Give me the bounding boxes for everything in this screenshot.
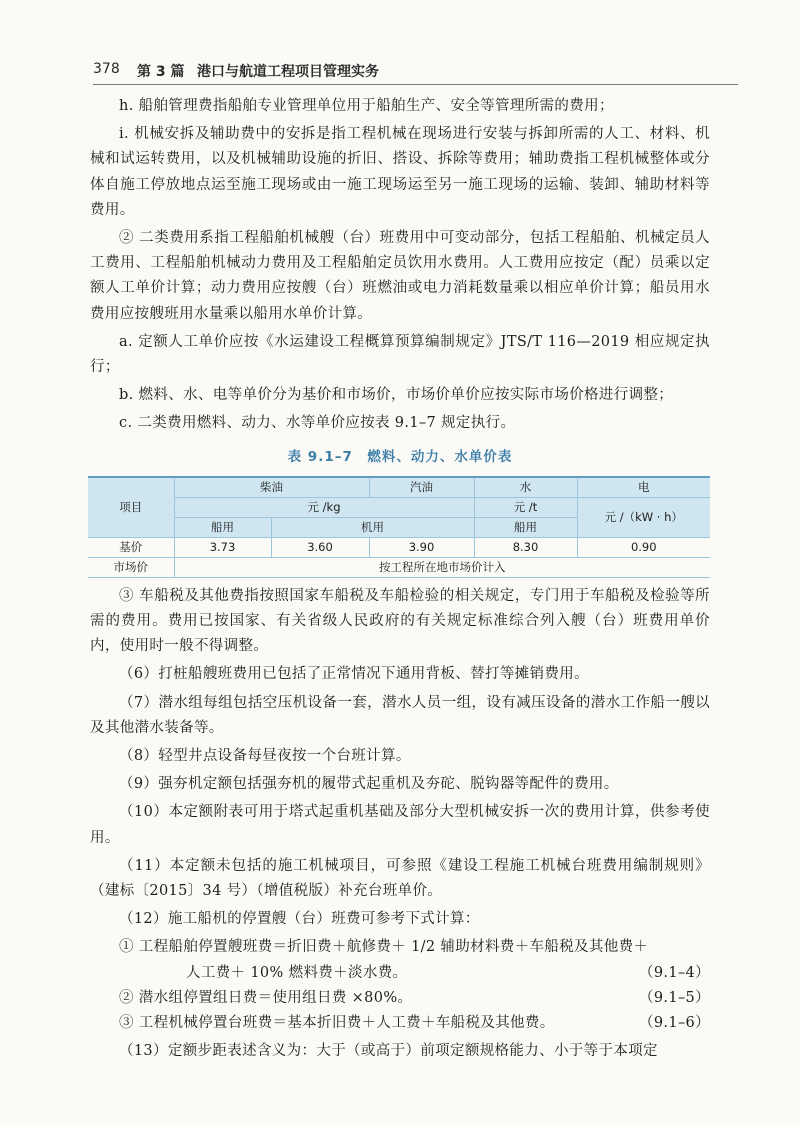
paragraph-note-8: （8）轻型井点设备每昼夜按一个台班计算。 [119,748,411,765]
unit-price-table [88,476,710,578]
paragraph-note-13: （13）定额步距表述含义为：大于（或高于）前项定额规格能力、小于等于本项定 [119,1043,658,1060]
equation-number-9-1-4: （9.1–4） [639,964,710,981]
market-note: 按工程所在地市场价计入 [174,557,710,577]
table-row [88,557,710,577]
paragraph-note-10: （10）本定额附表可用于塔式起重机基础及部分大型机械安拆一次的费用计算，供参考使用。 [90,804,710,846]
table-cell: 0.90 [577,537,710,557]
usage-machine: 机用 [271,517,474,537]
formula-9-1-6 [90,1011,710,1036]
paragraph-note-12: （12）施工船机的停置艘（台）班费可参考下式计算： [119,911,480,928]
usage-ship: 船用 [174,517,271,537]
formula-9-1-6-text: ③ 工程机械停置台班费＝基本折旧费＋人工费＋车船税及其他费。 [119,1015,555,1032]
paragraph-c: c. 二类费用燃料、动力、水等单价应按表 9.1–7 规定执行。 [119,415,516,432]
table-row [88,537,710,557]
header-item: 项目 [88,477,174,538]
usage-ship-water: 船用 [474,517,577,537]
unit-kg: 元 /kg [174,497,474,517]
paragraph-b: b. 燃料、水、电等单价分为基价和市场价，市场价单价应按实际市场价格进行调整； [119,387,674,404]
unit-kwh: 元 /（kW · h） [577,497,710,537]
paragraph-i: i. 机械安拆及辅助费中的安拆是指工程机械在现场进行安装与拆卸所需的人工、材料、机械和试运转费用，以及机械辅助设施的折旧、搭设、拆除等费用；辅助费指工程机械整体或分体自施工停放地点运至施工现场或由一施工现场运至另一施工现场的运输、装卸、辅助材料等费用。 [90,126,710,218]
paragraph-a: a. 定额人工单价应按《水运建设工程概算预算编制规定》JTS/T 116—2019 相应规定执行； [90,333,710,376]
header-rule [93,84,738,85]
formula-9-1-4-line-1: ① 工程船舶停置艘班费＝折旧费＋航修费＋ 1/2 辅助材料费＋车船税及其他费＋ [119,939,649,956]
page-body [90,94,710,1065]
header-diesel: 柴油 [174,477,369,498]
book-title: 港口与航道工程项目管理实务 [197,64,379,80]
paragraph-note-11: （11）本定额未包括的施工机械项目，可参照《建设工程施工机械台班费用编制规则》（建标〔2015〕34 号）（增值税版）补充台班单价。 [90,857,710,900]
table-cell: 3.60 [271,537,369,557]
unit-t: 元 /t [474,497,577,517]
table-header-row [88,477,710,498]
equation-number-9-1-5: （9.1–5） [639,989,710,1006]
part-label: 第 3 篇 [137,64,185,80]
paragraph-note-6: （6）打桩船艘班费用已包括了正常情况下通用背板、替打等摊销费用。 [119,666,589,683]
row-label-base: 基价 [88,537,174,557]
formula-9-1-4-text: 人工费＋ 10% 燃料费＋淡水费。 [186,964,408,981]
page-header [93,58,738,82]
formula-9-1-5 [90,986,710,1011]
paragraph-h: h. 船舶管理费指船舶专业管理单位用于船舶生产、安全等管理所需的费用； [119,98,614,114]
table-title: 表 9.1–7 燃料、动力、水单价表 [287,448,513,465]
formula-9-1-4-line-2 [90,961,710,986]
paragraph-note-7: （7）潜水组每组包括空压机设备一套，潜水人员一组，设有减压设备的潜水工作船一艘以及其他潜水装备等。 [90,694,710,736]
formula-9-1-5-text: ② 潜水组停置组日费＝使用组日费 ×80%。 [119,989,413,1006]
paragraph-vessel-tax: ③ 车船税及其他费指按照国家车船税及车船检验的相关规定，专门用于车船税及检验等所需的费用。费用已按国家、有关省级人民政府的有关规定标准综合列入艘（台）班费用单价内，使用时一般不得调整。 [90,587,710,655]
header-gasoline: 汽油 [369,477,474,498]
table-cell: 3.90 [369,537,474,557]
table-cell: 3.73 [174,537,271,557]
header-electricity: 电 [577,477,710,498]
row-label-market: 市场价 [88,557,174,577]
page-number: 378 [93,61,120,77]
table-unit-row [88,497,710,517]
equation-number-9-1-6: （9.1–6） [639,1015,710,1032]
paragraph-class-two-costs: ② 二类费用系指工程船舶机械艘（台）班费用中可变动部分，包括工程船舶、机械定员人工费用、工程船舶机械动力费用及工程船舶定员饮用水费用。人工费用应按定（配）员乘以定额人工单价计算；动力费用应按艘（台）班燃油或电力消耗数量乘以相应单价计算；船员用水费用应按艘班用水量乘以船用水单价计算。 [90,230,710,322]
paragraph-note-9: （9）强夯机定额包括强夯机的履带式起重机及夯砣、脱钩器等配件的费用。 [119,776,619,793]
table-cell: 8.30 [474,537,577,557]
header-water: 水 [474,477,577,498]
